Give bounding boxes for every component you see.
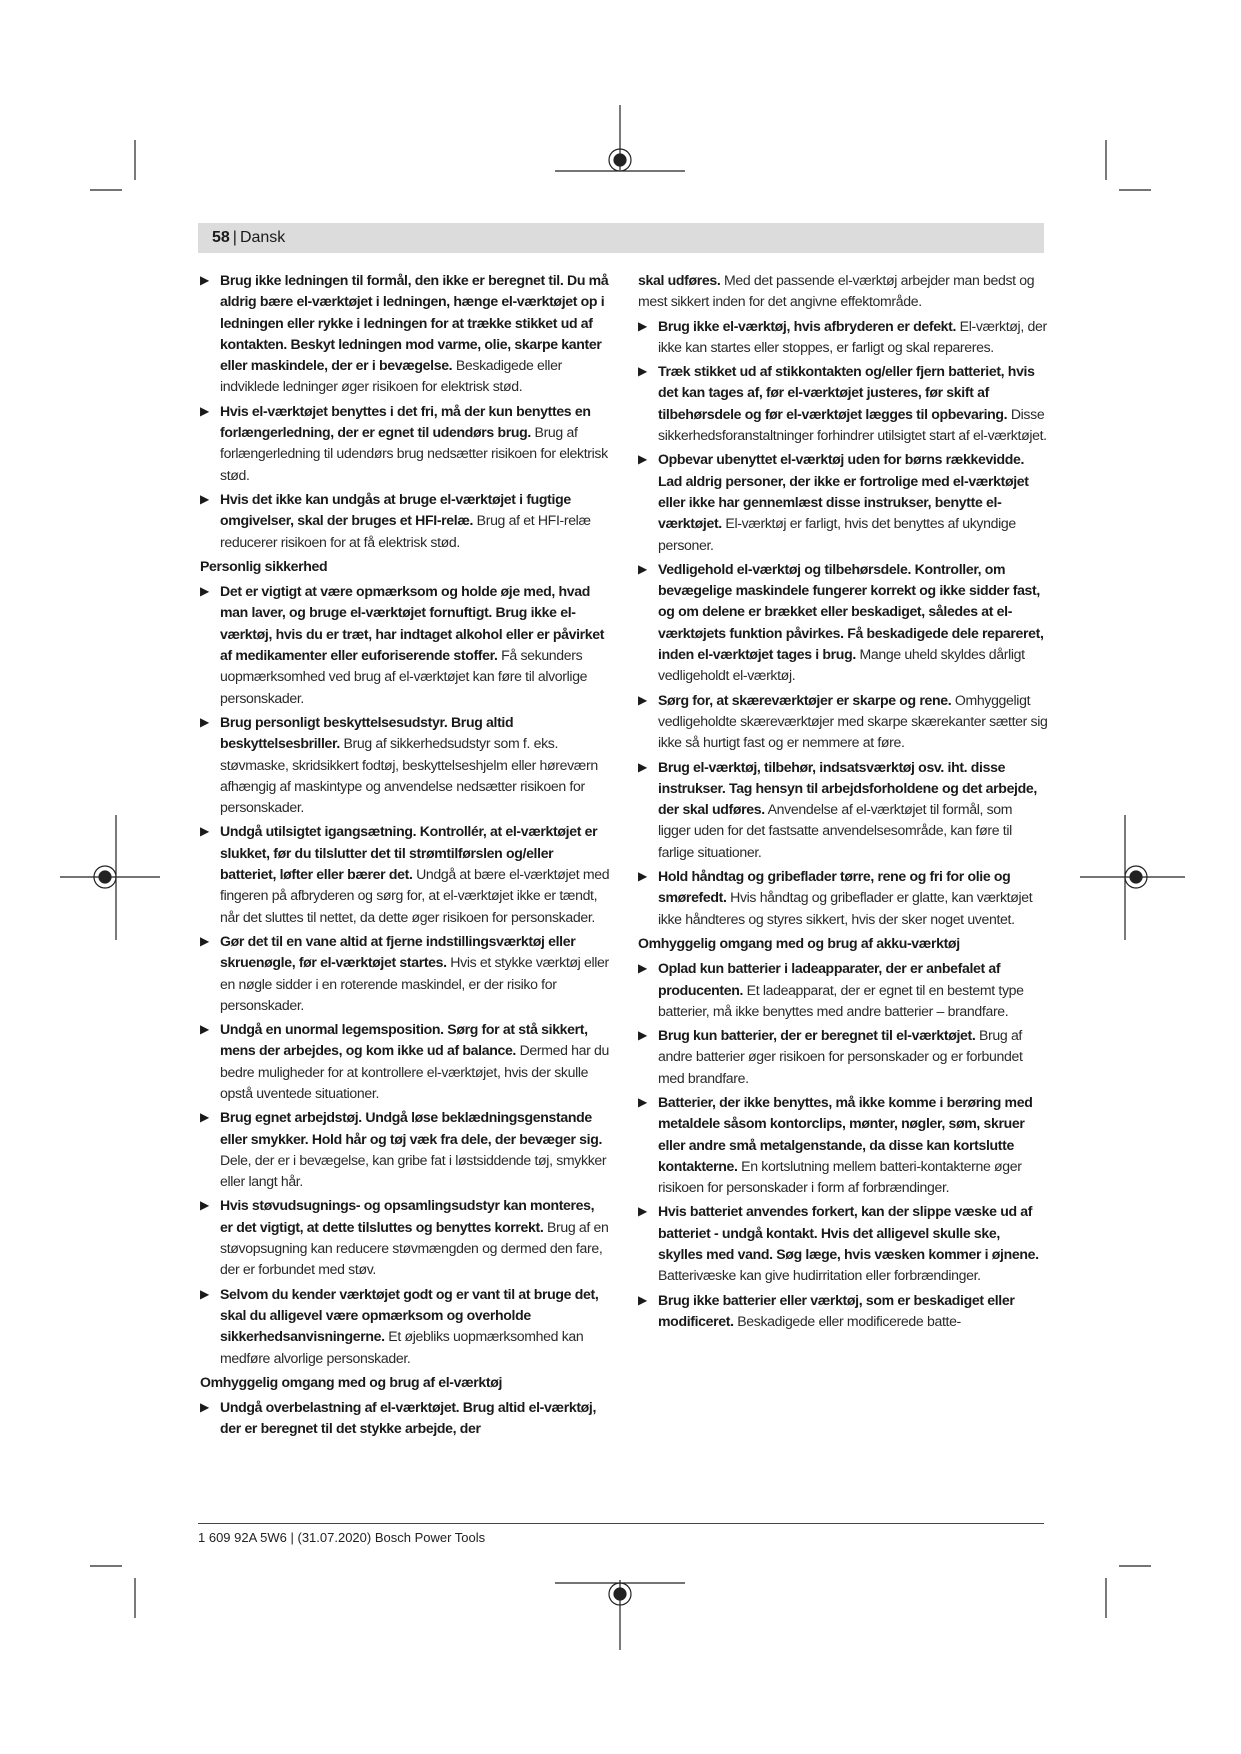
instruction-lead: Gør det til en vane altid at fjerne indstillingsværktøj eller skruenøgle, før el-værktøjet startes. <box>220 932 576 971</box>
safety-instruction <box>200 1019 610 1104</box>
safety-instruction <box>200 821 610 927</box>
safety-instruction <box>200 581 610 709</box>
instruction-body: Brug af en støvopsugning kan reducere støvmængden og dermed den fare, der er forbundet med støv. <box>220 1218 609 1278</box>
instruction-lead: Hvis det ikke kan undgås at bruge el-værktøjet i fugtige omgivelser, skal der bruges et HFI-relæ. <box>220 490 571 529</box>
section-heading: Personlig sikkerhed <box>200 557 328 574</box>
safety-instruction <box>638 1025 1048 1089</box>
bullet-arrow-icon: ▶ <box>200 1198 209 1213</box>
instruction-lead: Hvis støvudsugnings- og opsamlingsudstyr kan monteres, er det vigtigt, at dette tilsluttes og benyttes korrekt. <box>220 1197 595 1235</box>
bullet-arrow-icon: ▶ <box>638 561 647 576</box>
instruction-body: Et øjebliks uopmærksomhed kan medføre alvorlige personskader. <box>220 1328 584 1366</box>
safety-instruction <box>638 757 1048 863</box>
instruction-body: Brug af sikkerhedsudstyr som f. eks. støvmaske, skridsikkert fodtøj, beskyttelseshjelm eller høreværn afhængig af maskintype og anvendelse nedsætter risikoen for personskader. <box>220 735 598 816</box>
safety-instruction <box>638 1092 1048 1198</box>
instruction-body: Hvis et stykke værktøj eller en nøgle sidder i en roterende maskindel, er der risiko for personskader. <box>220 954 609 1013</box>
safety-instruction <box>638 361 1048 446</box>
safety-instruction <box>638 449 1048 555</box>
instruction-body: Brug af andre batterier øger risikoen for personskader og er forbundet med brandfare. <box>658 1027 1023 1086</box>
instruction-lead: Oplad kun batterier i ladeapparater, der er anbefalet af producenten. <box>658 960 1001 998</box>
instruction-body: Med det passende el-værktøj arbejder man bedst og mest sikkert inden for det angivne effektområde. <box>638 272 1035 310</box>
header-separator: | <box>232 229 237 246</box>
instruction-lead: Hvis batteriet anvendes forkert, kan der slippe væske ud af batteriet - undgå kontakt. Hvis det alligevel skulle ske, skylles med vand. Søg læge, hvis væsken kommer i øjnene. <box>658 1203 1039 1263</box>
safety-instruction <box>200 1397 610 1440</box>
instruction-lead: Det er vigtigt at være opmærksom og holde øje med, hvad man laver, og bruge el-værktøjet fornuftigt. Brug ikke el-værktøj, hvis du er træt, har indtaget alkohol eller er påvirket af medikamenter eller euforiserende stoffer. <box>220 583 605 664</box>
instruction-lead: Træk stikket ud af stikkontakten og/eller fjern batteriet, hvis det kan tages af, før el-værktøjet justeres, før skift af tilbehørsdele og før el-værktøjet lægges til opbevaring. <box>658 363 1035 422</box>
bullet-arrow-icon: ▶ <box>638 692 647 707</box>
section-heading: Omhyggelig omgang med og brug af akku-værktøj <box>638 934 960 951</box>
instruction-lead: Undgå en unormal legemsposition. Sørg for at stå sikkert, mens der arbejdes, og kom ikke ud af balance. <box>220 1021 588 1059</box>
instruction-body: El-værktøj er farligt, hvis det benyttes af ukyndige personer. <box>658 515 1016 553</box>
bullet-arrow-icon: ▶ <box>200 824 209 839</box>
safety-instruction <box>638 866 1048 930</box>
bullet-arrow-icon: ▶ <box>200 1022 209 1037</box>
safety-instruction <box>638 958 1048 1022</box>
safety-instruction <box>200 270 610 398</box>
instruction-lead: Brug personligt beskyttelsesudstyr. Brug altid beskyttelsesbriller. <box>220 713 514 752</box>
instruction-lead: Sørg for, at skæreværktøjer er skarpe og rene. <box>658 691 952 708</box>
instruction-body: Beskadigede eller indviklede ledninger øger risikoen for elektrisk stød. <box>220 357 562 395</box>
instruction-body: Omhyggeligt vedligeholdte skæreværktøjer med skarpe skærekanter sætter sig ikke så hurtigt fast og er nemmere at føre. <box>658 691 1048 751</box>
page-number: 58 <box>212 229 230 246</box>
footer-rule <box>198 1523 1044 1524</box>
bullet-arrow-icon: ▶ <box>638 318 647 333</box>
instruction-body: Undgå at bære el-værktøjet med fingeren på afbryderen og sørg for, at el-værktøjet ikke er tændt, når det sluttes til nettet, da dette øger risikoen for personskader. <box>220 866 610 925</box>
bullet-arrow-icon: ▶ <box>200 584 209 599</box>
instruction-lead: Brug kun batterier, der er beregnet til el-værktøjet. <box>658 1027 976 1044</box>
instruction-body: Brug af et HFI-relæ reducerer risikoen for at få elektrisk stød. <box>220 512 591 550</box>
instruction-lead: Undgå overbelastning af el-værktøjet. Brug altid el-værktøj, der er beregnet til det stykke arbejde, der <box>220 1399 597 1437</box>
bullet-arrow-icon: ▶ <box>638 961 647 976</box>
instruction-body: Dele, der er i bevægelse, kan gribe fat i løstsiddende tøj, smykker eller langt hår. <box>220 1151 607 1190</box>
safety-instruction <box>638 1201 1048 1286</box>
section-heading: Omhyggelig omgang med og brug af el-værktøj <box>200 1373 503 1390</box>
safety-instruction <box>200 1195 610 1280</box>
bullet-arrow-icon: ▶ <box>638 364 647 379</box>
instruction-body: Batterivæske kan give hudirritation eller forbrændinger. <box>658 1267 981 1284</box>
left-column <box>200 270 610 1443</box>
instruction-body: Hvis håndtag og gribeflader er glatte, kan værktøjet ikke håndteres og styres sikkert, hvis der sker noget uventet. <box>658 889 1033 927</box>
instruction-lead: Selvom du kender værktøjet godt og er vant til at bruge det, skal du alligevel være opmærksom og overholde sikkerhedsanvisningerne. <box>220 1285 599 1345</box>
right-column <box>638 270 1048 1335</box>
instruction-lead: Hold håndtag og gribeflader tørre, rene og fri for olie og smørefedt. <box>658 868 1011 906</box>
instruction-lead: Vedligehold el-værktøj og tilbehørsdele. Kontroller, om bevægelige maskindele fungerer korrekt og ikke sidder fast, og om delene er brækket eller beskadiget, således at el-værktøjets funktion påvirkes. Få beskadigede dele repareret, inden el-værktøjet tages i brug. <box>658 560 1044 663</box>
safety-instruction <box>200 712 610 818</box>
instruction-lead: Opbevar ubenyttet el-værktøj uden for børns rækkevidde. Lad aldrig personer, der ikke er fortrolige med el-værktøjet eller ikke har gennemlæst disse instrukser, benytte el-værktøjet. <box>658 451 1029 532</box>
bullet-arrow-icon: ▶ <box>638 1204 647 1219</box>
instruction-lead: Undgå utilsigtet igangsætning. Kontrollér, at el-værktøjet er slukket, før du tilslutter det til strømtilførslen og/eller batteriet, løfter eller bærer det. <box>220 823 598 883</box>
instruction-lead: Hvis el-værktøjet benyttes i det fri, må der kun benyttes en forlængerledning, der er egnet til udendørs brug. <box>220 402 591 441</box>
safety-instruction <box>200 489 610 553</box>
bullet-arrow-icon: ▶ <box>200 273 209 287</box>
instruction-lead: Brug ikke batterier eller værktøj, som er beskadiget eller modificeret. <box>658 1291 1015 1329</box>
instruction-body: Anvendelse af el-værktøjet til formål, som ligger uden for det fastsatte anvendelsesområde, kan føre til farlige situationer. <box>658 801 1013 860</box>
bullet-arrow-icon: ▶ <box>200 1286 209 1301</box>
safety-instruction <box>200 401 610 486</box>
footer-text: 1 609 92A 5W6 | (31.07.2020) Bosch Power Tools <box>198 1530 486 1545</box>
safety-instruction <box>200 1284 610 1369</box>
instruction-lead: skal udføres. <box>638 272 721 288</box>
instruction-lead: Brug egnet arbejdstøj. Undgå løse beklædningsgenstande eller smykker. Hold hår og tøj væk fra dele, der bevæger sig. <box>220 1109 603 1147</box>
bullet-arrow-icon: ▶ <box>200 933 209 948</box>
instruction-body: Få sekunders uopmærksomhed ved brug af el-værktøjet kan føre til alvorlige personskader. <box>220 647 588 706</box>
bullet-arrow-icon: ▶ <box>638 869 647 884</box>
safety-instruction <box>200 1107 610 1192</box>
bullet-arrow-icon: ▶ <box>638 1028 647 1043</box>
instruction-body: Mange uheld skyldes dårligt vedligeholdt el-værktøj. <box>658 646 1025 684</box>
bullet-arrow-icon: ▶ <box>638 1094 647 1109</box>
bullet-arrow-icon: ▶ <box>200 1110 209 1125</box>
instruction-lead: Brug ikke el-værktøj, hvis afbryderen er defekt. <box>658 317 957 334</box>
bullet-arrow-icon: ▶ <box>638 452 647 467</box>
instruction-lead: Brug ikke ledningen til formål, den ikke er beregnet til. Du må aldrig bære el-værktøjet i ledningen, hænge el-værktøjet op i ledningen eller rykke i ledningen for at trække stikket ud af kontakten. Beskyt ledningen mod varme, olie, skarpe kanter eller maskindele, der er i bevægelse. <box>220 272 609 374</box>
safety-instruction <box>638 559 1048 687</box>
bullet-arrow-icon: ▶ <box>200 1400 209 1415</box>
language-label: Dansk <box>239 229 286 246</box>
instruction-lead: Brug el-værktøj, tilbehør, indsatsværktøj osv. iht. disse instrukser. Tag hensyn til arbejdsforholdene og det arbejde, der skal udføres. <box>658 758 1037 818</box>
instruction-body: Et ladeapparat, der er egnet til en bestemt type batterier, må ikke benyttes med andre batterier – brandfare. <box>658 981 1024 1019</box>
instruction-continuation <box>638 270 1048 313</box>
safety-instruction <box>638 1290 1048 1333</box>
instruction-body: Dermed har du bedre muligheder for at kontrollere el-værktøjet, hvis der skulle opstå uventede situationer. <box>220 1042 610 1101</box>
bullet-arrow-icon: ▶ <box>638 759 647 774</box>
bullet-arrow-icon: ▶ <box>638 1292 647 1307</box>
bullet-arrow-icon: ▶ <box>200 491 209 506</box>
safety-instruction <box>638 690 1048 754</box>
safety-instruction <box>200 931 610 1016</box>
instruction-body: Brug af forlængerledning til udendørs brug nedsætter risikoen for elektrisk stød. <box>220 424 608 483</box>
instruction-body: El-værktøj, der ikke kan startes eller stoppes, er farligt og skal repareres. <box>658 317 1047 355</box>
instruction-body: Beskadigede eller modificerede batte- <box>733 1312 961 1329</box>
instruction-body: Disse sikkerhedsforanstaltninger forhindrer utilsigtet start af el-værktøjet. <box>658 405 1047 444</box>
instruction-body: En kortslutning mellem batteri-kontakterne øger risikoen for personskader i form af forbrændinger. <box>658 1157 1022 1196</box>
page-header <box>198 223 1044 253</box>
instruction-lead: Batterier, der ikke benyttes, må ikke komme i berøring med metaldele såsom kontorclips, mønter, nøgler, søm, skruer eller andre små metalgenstande, da disse kan kortslutte kontakterne. <box>658 1093 1033 1174</box>
bullet-arrow-icon: ▶ <box>200 714 209 729</box>
safety-instruction <box>638 316 1048 359</box>
bullet-arrow-icon: ▶ <box>200 403 209 418</box>
